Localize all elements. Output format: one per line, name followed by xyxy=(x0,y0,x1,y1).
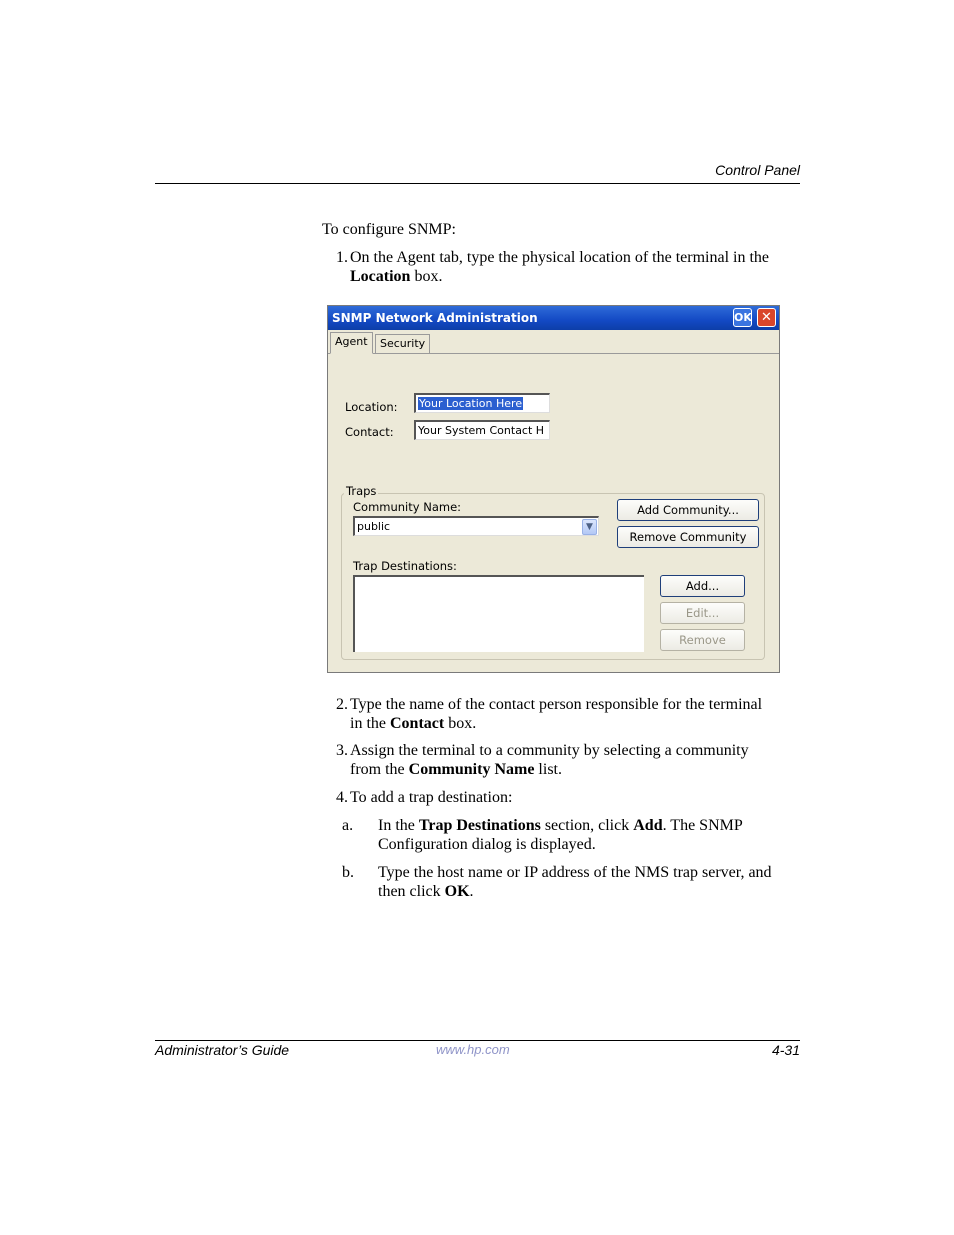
community-name-value: public xyxy=(357,520,391,533)
step-text: Assign the terminal to a community by selecting a community xyxy=(350,742,749,759)
step-text-pre: from the xyxy=(350,761,409,778)
trap-destinations-list[interactable] xyxy=(353,575,644,652)
remove-button[interactable]: Remove xyxy=(660,629,745,651)
step-text-rest: . xyxy=(469,883,474,900)
step-2 xyxy=(322,695,802,735)
snmp-dialog xyxy=(327,305,780,673)
step-text xyxy=(378,816,743,835)
tab-divider xyxy=(328,353,779,354)
step-text: Type the name of the contact person responsible for the terminal xyxy=(350,696,763,713)
step-number: 2. xyxy=(336,696,348,713)
substep-letter: b. xyxy=(342,864,354,881)
contact-input[interactable]: Your System Contact H xyxy=(414,420,550,440)
step-number: 3. xyxy=(336,742,348,759)
step-text-mid: section, click xyxy=(540,817,634,834)
edit-button[interactable]: Edit... xyxy=(660,602,745,624)
step-text-rest: box. xyxy=(410,268,443,285)
step-4a xyxy=(322,816,802,856)
substep-letter: a. xyxy=(342,817,354,834)
intro-text: To configure SNMP: xyxy=(322,221,456,238)
step-4b xyxy=(322,863,802,903)
footer-url-link[interactable]: www.hp.com xyxy=(436,1042,510,1057)
step-text-line2 xyxy=(350,760,562,779)
step-text-pre: in the xyxy=(350,715,390,732)
traps-title: Traps xyxy=(346,484,377,498)
step-text-line2 xyxy=(350,714,476,733)
bold-term: Location xyxy=(350,268,411,285)
step-text: To add a trap destination: xyxy=(350,789,513,806)
step-number: 4. xyxy=(336,789,348,806)
step-text-pre: then click xyxy=(378,883,445,900)
step-text-line2 xyxy=(350,267,442,286)
community-name-label: Community Name: xyxy=(353,500,462,514)
tab-agent[interactable]: Agent xyxy=(330,332,373,354)
step-number: 1. xyxy=(336,249,348,266)
step-text-rest: box. xyxy=(444,715,477,732)
header-rule xyxy=(155,183,800,184)
ok-button[interactable]: OK xyxy=(733,308,752,327)
bold-term: Contact xyxy=(390,715,445,732)
step-4 xyxy=(322,788,802,808)
step-text-post: . The SNMP xyxy=(662,817,743,834)
trap-destinations-label: Trap Destinations: xyxy=(353,559,457,573)
step-text: On the Agent tab, type the physical location of the terminal in the xyxy=(350,249,769,266)
add-button[interactable]: Add... xyxy=(660,575,745,597)
step-3 xyxy=(322,741,802,781)
tab-security[interactable]: Security xyxy=(375,334,430,353)
dialog-title: SNMP Network Administration xyxy=(332,311,538,325)
step-text-pre: In the xyxy=(378,817,419,834)
footer-page-number: 4-31 xyxy=(771,1042,800,1058)
footer-rule xyxy=(155,1040,800,1041)
location-input[interactable] xyxy=(414,393,550,413)
chevron-down-icon[interactable]: ▼ xyxy=(582,519,597,535)
step-text-line2 xyxy=(378,882,474,901)
add-community-button[interactable]: Add Community... xyxy=(617,499,759,521)
bold-term: Community Name xyxy=(408,761,535,778)
bold-term: Trap Destinations xyxy=(418,817,541,834)
step-text-rest: list. xyxy=(534,761,562,778)
remove-community-button[interactable]: Remove Community xyxy=(617,526,759,548)
step-text: Type the host name or IP address of the NMS trap server, and xyxy=(378,864,772,881)
bold-term: Add xyxy=(633,817,663,834)
bold-term: OK xyxy=(444,883,470,900)
contact-label: Contact: xyxy=(345,425,394,439)
header-section-title: Control Panel xyxy=(715,162,800,178)
location-label: Location: xyxy=(345,400,398,414)
dialog-titlebar xyxy=(328,306,779,330)
step-text-line2: Configuration dialog is displayed. xyxy=(378,836,596,853)
close-icon[interactable]: ✕ xyxy=(757,308,776,327)
step-1 xyxy=(322,248,802,288)
location-value: Your Location Here xyxy=(419,397,523,410)
community-name-select[interactable] xyxy=(353,516,599,536)
footer-guide-title: Administrator’s Guide xyxy=(155,1042,290,1058)
